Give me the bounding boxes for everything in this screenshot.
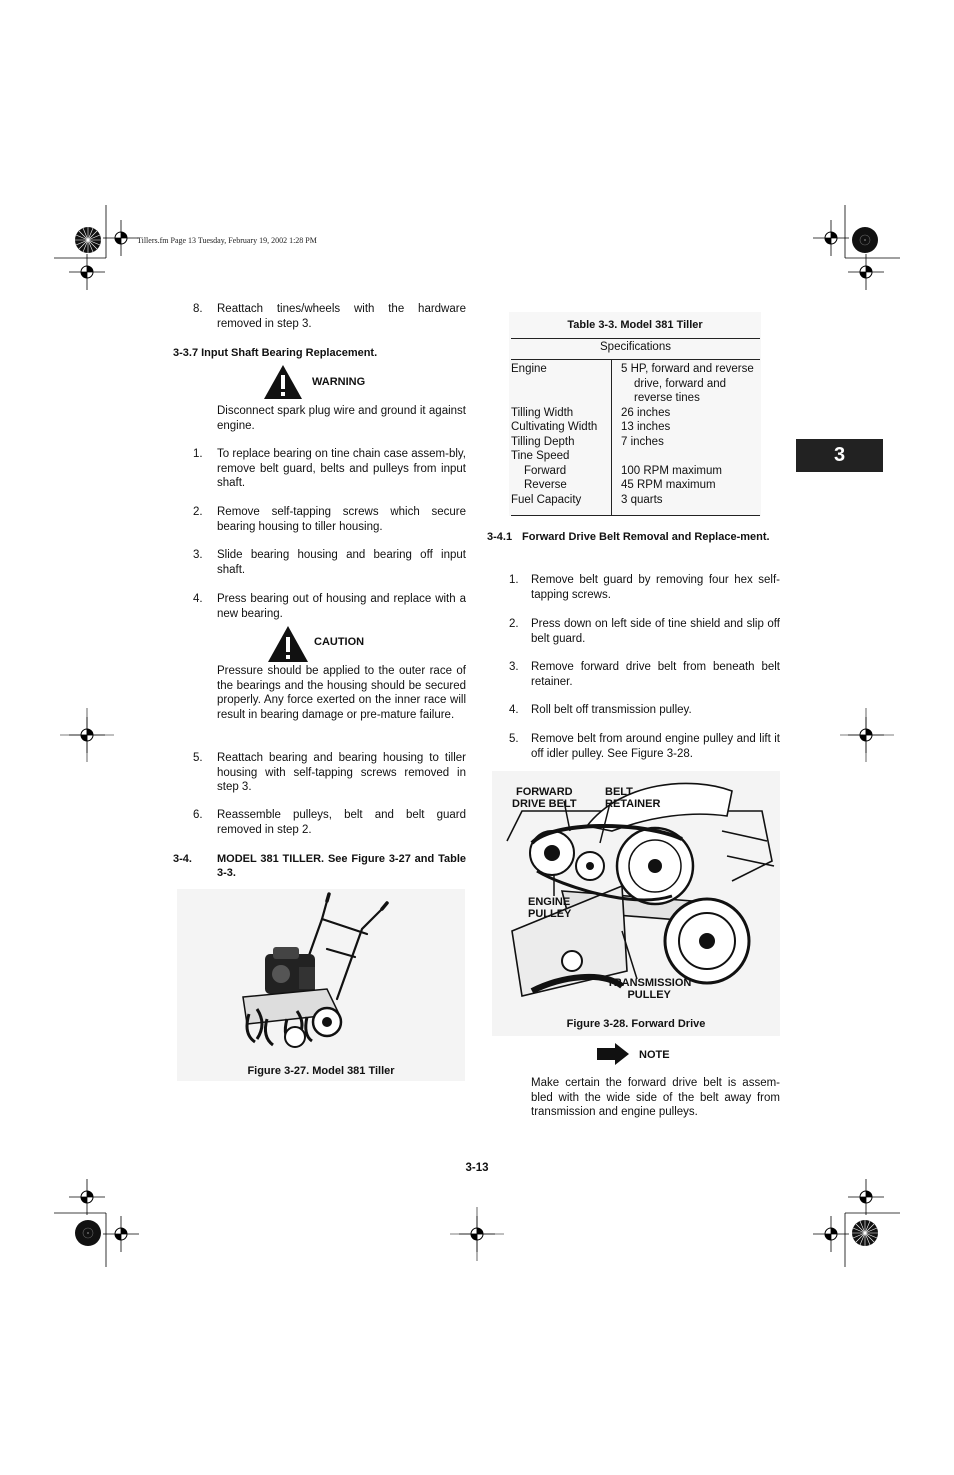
callout-belt-retainer [605,786,660,810]
step-number: 6. [193,809,203,821]
chapter-tab: 3 [796,439,883,472]
table-cell: Reverse [524,479,567,491]
callout-line: DRIVE BELT [512,798,577,810]
spec-table-block [509,312,761,516]
table-row [511,464,763,479]
section-heading: MODEL 381 TILLER. See Figure 3-27 and Table 3-3. [217,853,466,879]
tiller-illustration [177,889,465,1054]
figure-caption: Figure 3-27. Model 381 Tiller [247,1065,395,1077]
step-number: 2. [193,506,203,518]
table-row [511,478,763,493]
table-cell: 13 inches [621,421,671,433]
note-arrow-icon [597,1043,629,1065]
step-number: 1. [509,574,519,586]
table-cell: Tilling Width [511,406,574,419]
step-number: 4. [193,593,203,605]
step-text: Roll belt off transmission pulley. [531,704,692,716]
callout-forward-drive-belt [512,786,577,810]
table-row [511,435,763,450]
step-text: Remove self-tapping screws which secure bearing housing to tiller housing. [217,506,466,533]
callout-line: TRANSMISSION [607,977,692,989]
step-text: Remove belt from around engine pulley and lift it off idler pulley. See Figure 3-28. [531,733,780,760]
caution-label: CAUTION [314,636,365,648]
warning-icon [263,364,303,400]
table-cell: 100 RPM maximum [621,464,722,477]
step-number: 2. [509,618,519,630]
table-header: Specifications [600,341,671,353]
callout-line: PULLEY [528,908,572,920]
note-label: NOTE [639,1049,670,1061]
table-cell: Cultivating Width [511,421,598,433]
step-text: Reattach tines/wheels with the hardware removed in step 3. [217,303,466,330]
callout-line: BELT [605,786,633,798]
section-heading: Forward Drive Belt Removal and Replace-ment. [522,531,770,543]
step-number: 8. [193,303,203,315]
table-cell: 26 inches [621,406,671,419]
table-row [511,420,763,435]
table-title: Table 3-3. Model 381 Tiller [567,319,703,331]
warning-label: WARNING [312,376,366,388]
figure-3-28 [492,771,780,1036]
step-text: To replace bearing on tine chain case assem-bly, remove belt guard, belts and pulleys from input shaft. [217,448,466,489]
step-number: 4. [509,704,519,716]
table-row [511,362,763,406]
table-cell: 3 quarts [621,493,663,506]
table-cell: 7 inches [621,435,664,448]
table-row [511,493,763,508]
caution-icon [267,625,309,663]
step-number: 3. [193,549,203,561]
callout-engine-pulley [528,896,571,920]
note-text: Make certain the forward drive belt is assem-bled with the wide side of the belt away from transmission and engine pulleys. [531,1077,780,1118]
section-number: 3-4. [173,853,192,865]
table-cell [619,449,763,464]
table-cell: 5 HP, forward and reverse drive, forward and reverse tines [621,363,754,404]
figure-caption: Figure 3-28. Forward Drive [566,1018,706,1030]
step-text: Remove belt guard by removing four hex self-tapping screws. [531,574,780,601]
step-text: Reassemble pulleys, belt and belt guard removed in step 2. [217,809,466,836]
table-cell: 45 RPM maximum [621,479,716,491]
step-number: 3. [509,661,519,673]
page-number: 3-13 [465,1162,489,1174]
spec-table [511,362,763,507]
step-text: Remove forward drive belt from beneath belt retainer. [531,661,780,688]
step-text: Press down on left side of tine shield and slip off belt guard. [531,618,780,645]
section-heading: 3-3.7 Input Shaft Bearing Replacement. [173,347,378,359]
step-text: Slide bearing housing and bearing off input shaft. [217,549,466,576]
callout-line: RETAINER [605,798,661,810]
warning-text: Disconnect spark plug wire and ground it against engine. [217,405,466,432]
table-row [511,406,763,421]
table-cell: Forward [524,464,567,477]
callout-line: FORWARD [515,786,573,798]
table-cell: Tine Speed [511,450,570,462]
step-text: Reattach bearing and bearing housing to tiller housing with self-tapping screws removed in step 3. [217,752,466,793]
table-row [511,449,763,464]
callout-transmission-pulley [607,977,691,1001]
table-cell: Engine [511,363,547,375]
step-text: Press bearing out of housing and replace with a new bearing. [217,593,466,620]
table-cell: Fuel Capacity [511,493,582,506]
section-number: 3-4.1 [487,531,513,543]
callout-line: ENGINE [528,896,571,908]
figure-3-27 [177,889,465,1081]
step-number: 1. [193,448,203,460]
caution-text: Pressure should be applied to the outer race of the bearings and the housing should be secured properly. Any force exerted on the inner race will result in bearing damage or pre-mature failure. [217,665,466,721]
callout-line: PULLEY [627,989,671,1001]
step-number: 5. [193,752,203,764]
table-cell: Tilling Depth [511,435,575,448]
print-slug: Tillers.fm Page 13 Tuesday, February 19, 2002 1:28 PM [137,236,317,245]
step-number: 5. [509,733,519,745]
